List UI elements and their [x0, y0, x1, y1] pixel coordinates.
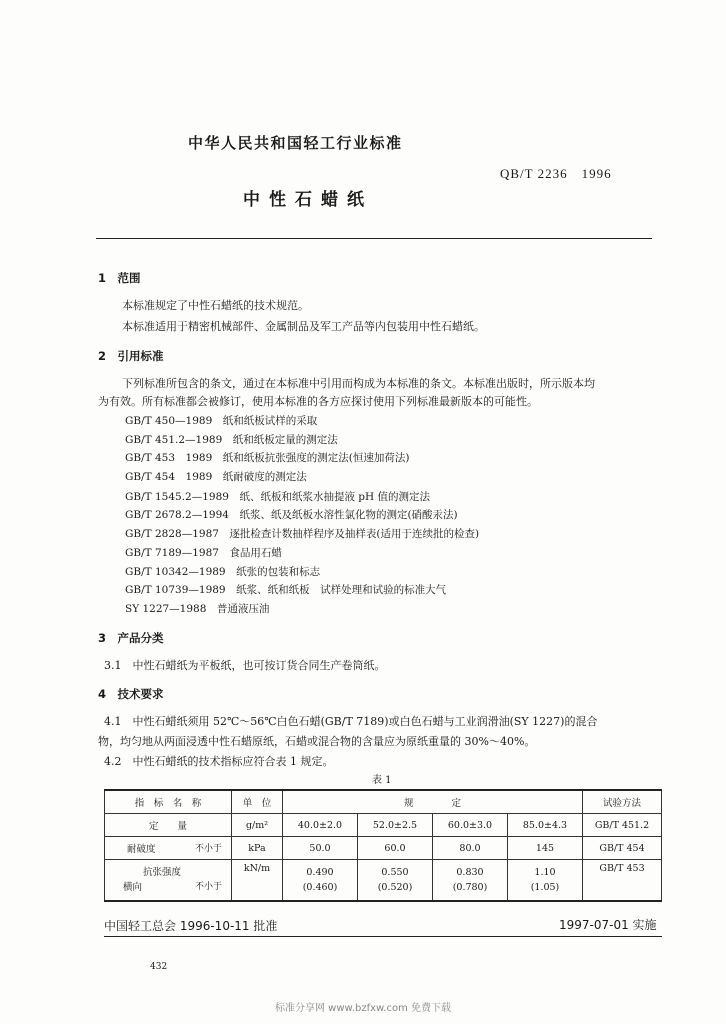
row-value: 0.830 [456, 867, 484, 878]
header-rule [96, 238, 652, 239]
table-row [105, 814, 662, 837]
row-value: 52.0±2.5 [358, 814, 433, 837]
footer-rule [104, 936, 662, 937]
row-method: GB/T 453 [583, 860, 662, 902]
row-value: 80.0 [433, 837, 508, 860]
row-value: 40.0±2.0 [283, 814, 358, 837]
row-name: 抗张强度 [143, 867, 182, 878]
table-row [105, 860, 662, 902]
header-spec: 规 定 [283, 790, 583, 814]
row-value: 1.10 [534, 867, 556, 878]
row-value-cell [358, 860, 433, 902]
row-unit: g/m² [232, 814, 283, 837]
row-name: 耐破度 [127, 844, 156, 855]
table-header-row [105, 790, 662, 814]
row-subname: 横向 [123, 882, 143, 893]
section-2-intro-line-2: 为有效。所有标准都会被修订，使用本标准的各方应探讨使用下列标准最新版本的可能性。 [98, 395, 538, 408]
section-4-paragraph-1-line-2: 物，均匀地从两面浸透中性石蜡原纸，石蜡或混合物的含量应为原纸重量的 30%～40%。 [98, 735, 536, 748]
section-4-paragraph-2: 4.2 中性石蜡纸的技术指标应符合表 1 规定。 [104, 755, 334, 768]
header-title: 中华人民共和国轻工行业标准 [188, 134, 403, 152]
row-value: 145 [508, 837, 583, 860]
section-1-paragraph-1: 本标准规定了中性石蜡纸的技术规范。 [122, 299, 309, 312]
section-3-heading: 3 产品分类 [98, 631, 164, 645]
row-value-cell [508, 860, 583, 902]
row-value-secondary: (1.05) [530, 882, 560, 893]
header-unit: 单 位 [232, 790, 283, 814]
table-caption: 表 1 [372, 775, 392, 786]
table-row [105, 837, 662, 860]
approval-date: 中国轻工总会 1996-10-11 批准 [104, 919, 278, 933]
header-indicator: 指 标 名 称 [105, 790, 232, 814]
reference-item: GB/T 1545.2—1989 纸、纸板和纸浆水抽提液 pH 值的测定法 [125, 491, 430, 503]
row-method: GB/T 454 [583, 837, 662, 860]
reference-item: GB/T 450—1989 纸和纸板试样的采取 [125, 415, 318, 427]
row-value-cell [283, 860, 358, 902]
section-1-heading: 1 范围 [98, 271, 141, 285]
row-qualifier: 不小于 [194, 844, 222, 854]
row-value-secondary: (0.780) [452, 882, 488, 893]
reference-item: SY 1227—1988 普通液压油 [125, 603, 270, 615]
row-name-cell [105, 860, 232, 902]
reference-item: GB/T 454 1989 纸耐破度的测定法 [125, 471, 307, 483]
document-title: 中性石蜡纸 [243, 190, 373, 210]
section-2-heading: 2 引用标准 [98, 349, 164, 363]
row-value: 85.0±4.3 [508, 814, 583, 837]
row-name: 定 量 [105, 814, 232, 837]
section-2-intro-line-1: 下列标准所包含的条文，通过在本标准中引用而构成为本标准的条文。本标准出版时，所示版本均 [122, 377, 595, 390]
section-1-paragraph-2: 本标准适用于精密机械部件、金属制品及军工产品等内包装用中性石蜡纸。 [122, 320, 485, 333]
row-value-cell [433, 860, 508, 902]
reference-item: GB/T 10739—1989 纸浆、纸和纸板 试样处理和试验的标准大气 [125, 584, 447, 596]
header-method: 试验方法 [583, 790, 662, 814]
standard-number: QB/T 2236 1996 [500, 166, 612, 181]
reference-item: GB/T 453 1989 纸和纸板抗张强度的测定法(恒速加荷法) [125, 452, 410, 464]
row-subname-line [123, 880, 228, 895]
row-name-cell [105, 837, 232, 860]
row-value-secondary: (0.520) [377, 882, 413, 893]
row-value: 0.490 [306, 867, 334, 878]
page-number: 432 [150, 962, 168, 972]
row-qualifier: 不小于 [194, 882, 222, 892]
row-value-secondary: (0.460) [302, 882, 338, 893]
watermark-footer: 标准分享网 www.bzfxw.com 免费下载 [275, 1003, 451, 1014]
reference-item: GB/T 2828—1987 逐批检查计数抽样程序及抽样表(适用于连续批的检查) [125, 528, 480, 540]
section-4-heading: 4 技术要求 [98, 687, 164, 701]
row-value: 60.0 [358, 837, 433, 860]
implementation-date: 1997-07-01 实施 [559, 918, 657, 932]
row-value: 60.0±3.0 [433, 814, 508, 837]
section-3-paragraph-1: 3.1 中性石蜡纸为平板纸，也可按订货合同生产卷筒纸。 [104, 659, 386, 672]
row-method: GB/T 451.2 [583, 814, 662, 837]
row-value: 50.0 [283, 837, 358, 860]
reference-item: GB/T 10342—1989 纸张的包装和标志 [125, 566, 321, 578]
row-value: 0.550 [381, 867, 409, 878]
section-4-paragraph-1-line-1: 4.1 中性石蜡纸须用 52℃～56℃白色石蜡(GB/T 7189)或白色石蜡与工业润滑油(SY 1227)的混合 [104, 715, 598, 728]
reference-item: GB/T 7189—1987 食品用石蜡 [125, 547, 282, 559]
reference-item: GB/T 451.2—1989 纸和纸板定量的测定法 [125, 434, 338, 446]
spec-table [104, 789, 662, 902]
row-unit: kN/m [232, 860, 283, 902]
row-unit: kPa [232, 837, 283, 860]
reference-item: GB/T 2678.2—1994 纸浆、纸及纸板水溶性氯化物的测定(硝酸汞法) [125, 509, 458, 521]
